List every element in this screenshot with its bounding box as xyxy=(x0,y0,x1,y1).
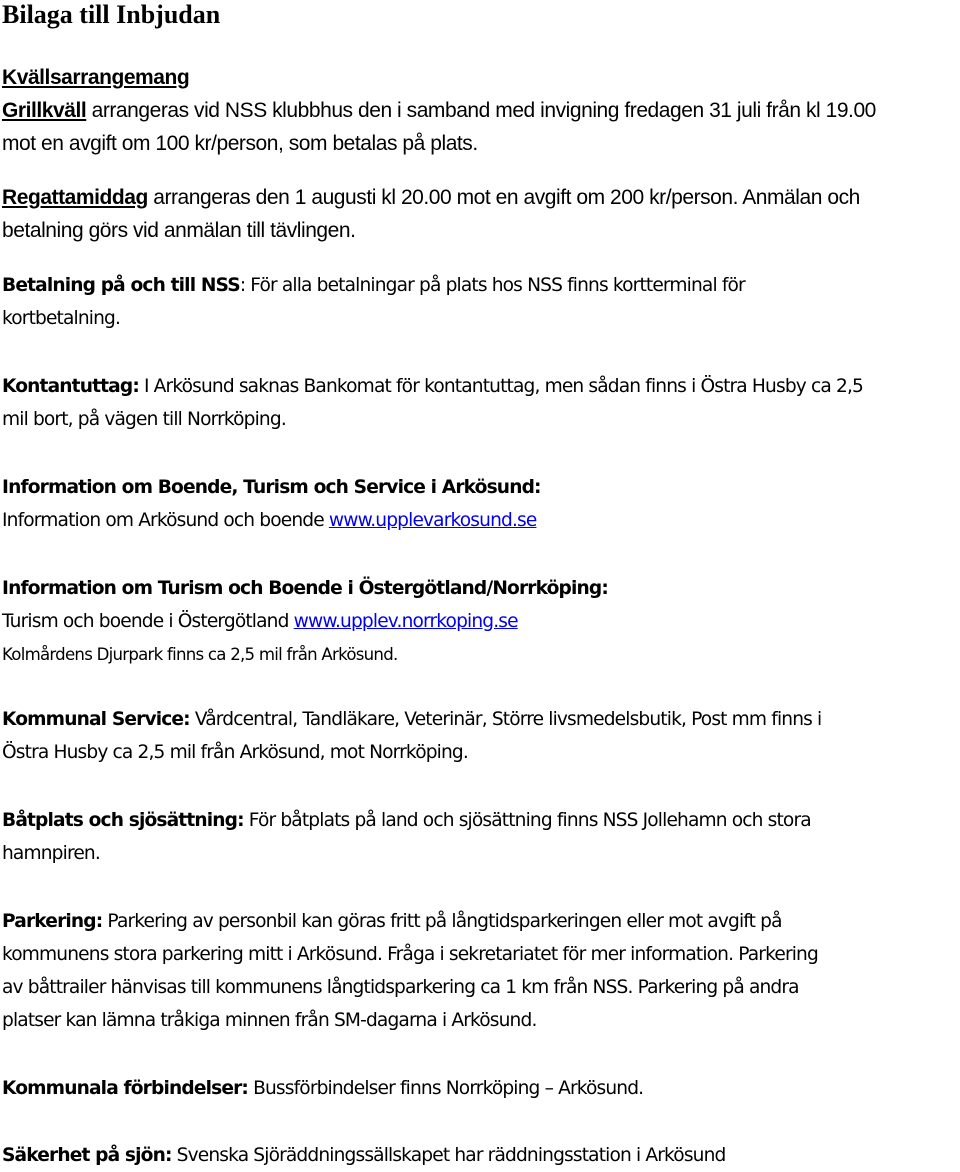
regatta-paragraph xyxy=(2,181,950,214)
sea-safety-section xyxy=(2,1139,950,1172)
parking-label: Parkering: xyxy=(2,911,103,932)
regatta-label: Regattamiddag xyxy=(2,186,148,209)
payment-label: Betalning på och till NSS xyxy=(2,275,240,296)
grill-label: Grillkväll xyxy=(2,99,87,122)
upplevarkosund-link[interactable]: www.upplevarkosund.se xyxy=(328,510,537,531)
cash-label: Kontantuttag: xyxy=(2,376,139,397)
parking-section xyxy=(2,905,950,1037)
payment-text-2: kortbetalning. xyxy=(2,308,121,329)
municipal-service-label: Kommunal Service: xyxy=(2,709,190,730)
cash-text-1: I Arkösund saknas Bankomat för kontantuttag, men sådan finns i Östra Husby ca 2,5 xyxy=(138,376,863,397)
sea-safety-text: Svenska Sjöräddningssällskapet har räddningsstation i Arkösund xyxy=(171,1145,726,1166)
regatta-text-1: arrangeras den 1 augusti kl 20.00 mot en avgift om 200 kr/person. Anmälan och xyxy=(147,186,860,209)
info-ostergotland-text: Turism och boende i Östergötland xyxy=(2,611,294,632)
municipal-service-text-1: Vårdcentral, Tandläkare, Veterinär, Större livsmedelsbutik, Post mm finns i xyxy=(189,709,822,730)
regatta-section xyxy=(2,181,950,247)
boat-space-label: Båtplats och sjösättning: xyxy=(2,810,244,831)
cash-text-2: mil bort, på vägen till Norrköping. xyxy=(2,409,286,430)
upplev-norrkoping-link[interactable]: www.upplev.norrkoping.se xyxy=(293,611,518,632)
payment-text-1: : För alla betalningar på plats hos NSS finns kortterminal för xyxy=(239,275,745,296)
boat-space-section xyxy=(2,804,950,870)
boat-space-text-1: För båtplats på land och sjösättning finns NSS Jollehamn och stora xyxy=(243,810,811,831)
info-arkosund-heading: Information om Boende, Turism och Service i Arkösund: xyxy=(2,477,541,498)
transport-label: Kommunala förbindelser: xyxy=(2,1078,249,1099)
municipal-service-text-2: Östra Husby ca 2,5 mil från Arkösund, mot Norrköping. xyxy=(2,742,468,763)
municipal-service-section xyxy=(2,703,950,769)
parking-text-1: Parkering av personbil kan göras fritt på långtidsparkeringen eller mot avgift på xyxy=(102,911,782,932)
grill-text-1: arrangeras vid NSS klubbhus den i samband med invigning fredagen 31 juli från kl 19.00 xyxy=(86,99,876,122)
boat-space-text-2: hamnpiren. xyxy=(2,843,100,864)
transport-text: Bussförbindelser finns Norrköping – Arkösund. xyxy=(248,1078,644,1099)
page-title: Bilaga till Inbjudan xyxy=(2,0,221,29)
regatta-text-2: betalning görs vid anmälan till tävlingen. xyxy=(2,219,356,242)
parking-text-2: kommunens stora parkering mitt i Arkösund. Fråga i sekretariatet för mer information. Parkering xyxy=(2,944,818,965)
info-ostergotland-heading: Information om Turism och Boende i Östergötland/Norrköping: xyxy=(2,578,608,599)
grill-paragraph xyxy=(2,94,950,127)
info-arkosund-text: Information om Arkösund och boende xyxy=(2,510,329,531)
payment-section xyxy=(2,269,950,335)
parking-text-4: platser kan lämna tråkiga minnen från SM-dagarna i Arkösund. xyxy=(2,1010,537,1031)
info-ostergotland-section xyxy=(2,572,950,638)
grill-text-2: mot en avgift om 100 kr/person, som betalas på plats. xyxy=(2,132,478,155)
info-arkosund-section xyxy=(2,471,950,537)
parking-text-3: av båttrailer hänvisas till kommunens långtidsparkering ca 1 km från NSS. Parkering på andra xyxy=(2,977,799,998)
kolmarden-note: Kolmårdens Djurpark finns ca 2,5 mil från Arkösund. xyxy=(2,645,398,664)
transport-section xyxy=(2,1072,950,1105)
evening-heading: Kvällsarrangemang xyxy=(2,66,190,89)
evening-section xyxy=(2,61,950,160)
cash-section xyxy=(2,370,950,436)
sea-safety-label: Säkerhet på sjön: xyxy=(2,1145,172,1166)
